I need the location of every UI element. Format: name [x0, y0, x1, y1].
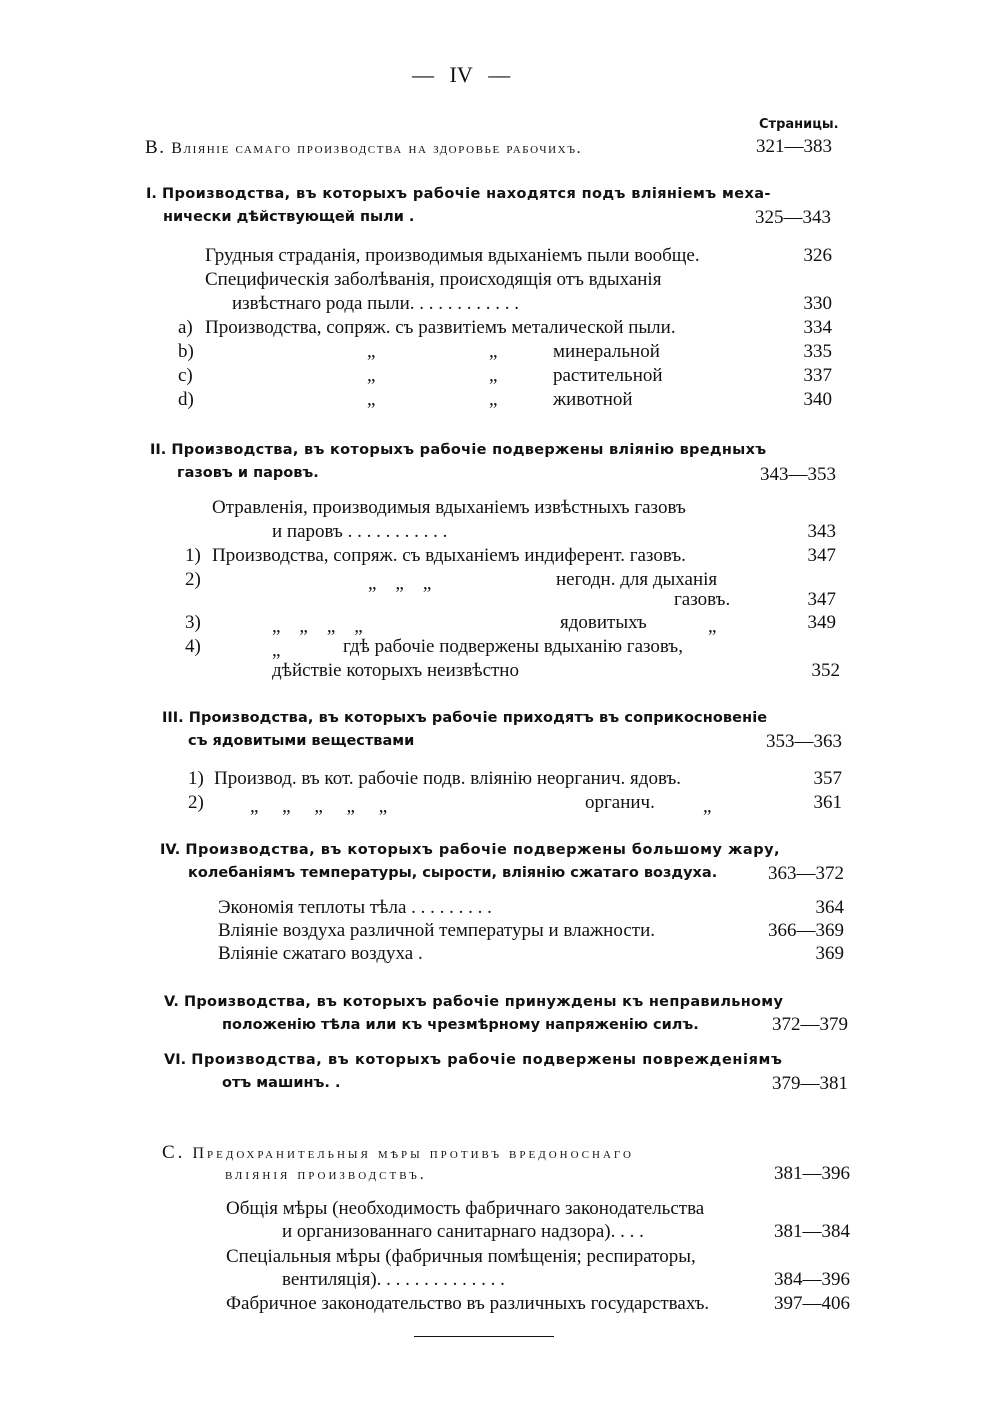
group-v-pages: 372—379 [772, 1014, 848, 1035]
group-ii-item-1-page: 347 [807, 545, 836, 566]
section-c-item-3-page: 397—406 [774, 1293, 850, 1314]
pages-column-label: Страницы. [759, 117, 839, 132]
group-ii-item-4-cont: дѣйствіе которыхъ неизвѣстно [272, 660, 519, 681]
section-c-item-2: Спеціальныя мѣры (фабричныя помѣщенія; респираторы, [226, 1246, 696, 1267]
section-c-line1: Предохранительныя мѣры противъ вредоноснаго [192, 1145, 634, 1162]
group-i-item-d-ditto-2: „ [489, 389, 498, 410]
group-iv-item-3: Вліяніе сжатаго воздуха . [218, 943, 423, 964]
section-b-title: Вліяніе самаго производства на здоровье рабочихъ. [171, 140, 583, 157]
section-c-item-2-cont: вентиляція). . . . . . . . . . . . . . [282, 1269, 505, 1290]
group-i-item-3-page: 330 [803, 293, 832, 314]
group-i-pages: 325—343 [755, 207, 831, 228]
group-iii-item-1-label: 1) [188, 768, 204, 789]
group-ii-item-2-page: 347 [807, 589, 836, 610]
group-i-item-1-page: 326 [803, 245, 832, 266]
group-iv-item-2-page: 366—369 [768, 920, 844, 941]
group-i-item-d-ditto-1: „ [367, 389, 376, 410]
group-iii-item-2-ditto: „ „ „ „ „ [250, 796, 388, 817]
group-i-item-b-page: 335 [803, 341, 832, 362]
group-iii-item-1: Производ. въ кот. рабочіе подв. вліянію неорганич. ядовъ. [214, 768, 682, 789]
group-i-item-a-label: a) [178, 317, 193, 338]
group-i-item-c-page: 337 [803, 365, 832, 386]
page-header [412, 62, 510, 88]
group-i-line2: нически дѣйствующей пыли . [163, 209, 415, 225]
group-ii-line1: Производства, въ которыхъ рабочіе подвержены вліянію вредныхъ [171, 442, 767, 458]
group-v-line2: положенію тѣла или къ чрезмѣрному напряженію силъ. [222, 1017, 699, 1033]
group-ii-item-intro-cont: и паровъ . . . . . . . . . . . [272, 521, 448, 542]
group-ii-item-3-ditto: „ „ „ „ [272, 616, 363, 637]
group-ii-item-4-ditto: „ [272, 640, 281, 661]
group-iii-item-2-page: 361 [813, 792, 842, 813]
group-i-item-b-ditto-2: „ [489, 341, 498, 362]
section-b-letter: B. [145, 137, 166, 158]
group-v-heading [164, 994, 783, 1010]
group-i-item-1: Грудныя страданія, производимыя вдыханіемъ пыли вообще. [205, 245, 700, 266]
group-iv-item-1: Экономія теплоты тѣла . . . . . . . . . [218, 897, 492, 918]
group-ii-item-3-label: 3) [185, 612, 201, 633]
section-c-letter: C. [162, 1142, 186, 1163]
group-ii-item-3-ditto-end: „ [708, 616, 717, 637]
group-i-line1: Производства, въ которыхъ рабочіе находятся подъ вліяніемъ меха- [161, 186, 771, 202]
group-vi-numeral: VI. [164, 1052, 187, 1068]
group-iv-line2: колебаніямъ температуры, сырости, вліянію сжатаго воздуха. [188, 865, 718, 881]
section-c-pages: 381—396 [774, 1163, 850, 1184]
group-ii-item-4: гдѣ рабочіе подвержены вдыханію газовъ, [343, 636, 683, 657]
group-v-numeral: V. [164, 994, 179, 1010]
section-c-line2: вліянія производствъ. [225, 1166, 427, 1183]
group-i-item-d: животной [553, 389, 633, 410]
group-iv-pages: 363—372 [768, 863, 844, 884]
group-vi-heading [164, 1052, 782, 1068]
group-v-line1: Производства, въ которыхъ рабочіе принуждены къ неправильному [183, 994, 784, 1010]
group-iii-heading [162, 710, 767, 726]
section-c-item-1-cont: и организованнаго санитарнаго надзора). . . . [282, 1221, 644, 1242]
group-i-item-b-label: b) [178, 341, 194, 362]
group-i-heading [146, 186, 771, 202]
group-i-item-c-ditto-2: „ [489, 365, 498, 386]
group-ii-item-4-label: 4) [185, 636, 201, 657]
group-vi-pages: 379—381 [772, 1073, 848, 1094]
group-iii-line1: Производства, въ которыхъ рабочіе приходятъ въ соприкосновеніе [188, 710, 768, 726]
group-ii-item-2: негодн. для дыханія [556, 569, 718, 590]
group-ii-item-2-ditto: „ „ „ [368, 573, 432, 594]
group-ii-item-1-label: 1) [185, 545, 201, 566]
group-ii-item-3-page: 349 [807, 612, 836, 633]
group-iii-pages: 353—363 [766, 731, 842, 752]
group-i-item-b-ditto-1: „ [367, 341, 376, 362]
group-ii-item-2-label: 2) [185, 569, 201, 590]
group-i-numeral: I. [146, 186, 157, 202]
group-iii-item-2-label: 2) [188, 792, 204, 813]
group-ii-item-2-cont: газовъ. [674, 589, 731, 610]
group-ii-pages: 343—353 [760, 464, 836, 485]
group-iii-item-2: органич. [585, 792, 655, 813]
group-ii-heading [150, 442, 766, 458]
group-vi-line2: отъ машинъ. . [222, 1075, 341, 1091]
group-vi-line1: Производства, въ которыхъ рабочіе подвержены поврежденіямъ [191, 1052, 783, 1068]
group-iv-item-1-page: 364 [815, 897, 844, 918]
group-iv-heading [160, 842, 780, 858]
group-iv-numeral: IV. [160, 842, 181, 858]
group-i-item-d-label: d) [178, 389, 194, 410]
group-iii-numeral: III. [162, 710, 184, 726]
group-ii-item-intro-page: 343 [807, 521, 836, 542]
group-ii-numeral: II. [150, 442, 167, 458]
section-c-heading [162, 1142, 634, 1164]
group-ii-item-3: ядовитыхъ [560, 612, 647, 633]
group-i-item-b: минеральной [553, 341, 660, 362]
group-iv-item-3-page: 369 [815, 943, 844, 964]
section-c-item-1-page: 381—384 [774, 1221, 850, 1242]
section-c-item-3: Фабричное законодательство въ различныхъ государствахъ. [226, 1293, 710, 1314]
group-ii-item-4-page: 352 [811, 660, 840, 681]
group-i-item-a: Производства, сопряж. съ развитіемъ металической пыли. [205, 317, 676, 338]
group-i-item-c-label: c) [178, 365, 193, 386]
group-i-item-a-page: 334 [803, 317, 832, 338]
section-c-item-2-page: 384—396 [774, 1269, 850, 1290]
group-ii-item-intro: Отравленія, производимыя вдыханіемъ извѣстныхъ газовъ [212, 497, 686, 518]
group-i-item-3: извѣстнаго рода пыли. . . . . . . . . . . . [232, 293, 520, 314]
section-c-item-1: Общія мѣры (необходимость фабричнаго законодательства [226, 1198, 705, 1219]
section-b-pages: 321—383 [756, 136, 832, 157]
group-iii-item-1-page: 357 [813, 768, 842, 789]
bottom-rule [414, 1336, 554, 1337]
group-iii-item-2-ditto-end: „ [703, 796, 712, 817]
group-i-item-d-page: 340 [803, 389, 832, 410]
group-i-item-2: Специфическія заболѣванія, происходящія отъ вдыханія [205, 269, 662, 290]
page-numeral: IV [449, 62, 473, 87]
group-i-item-c-ditto-1: „ [367, 365, 376, 386]
group-iv-item-2: Вліяніе воздуха различной температуры и влажности. [218, 920, 655, 941]
group-ii-line2: газовъ и паровъ. [177, 465, 319, 481]
group-i-item-c: растительной [553, 365, 663, 386]
group-iv-line1: Производства, въ которыхъ рабочіе подвержены большому жару, [185, 842, 781, 858]
header-dash-right: — [488, 62, 511, 87]
group-ii-item-1: Производства, сопряж. съ вдыханіемъ индиферент. газовъ. [212, 545, 686, 566]
group-iii-line2: съ ядовитыми веществами [188, 733, 415, 749]
section-b-heading [145, 137, 582, 159]
header-dash-left: — [412, 62, 434, 87]
